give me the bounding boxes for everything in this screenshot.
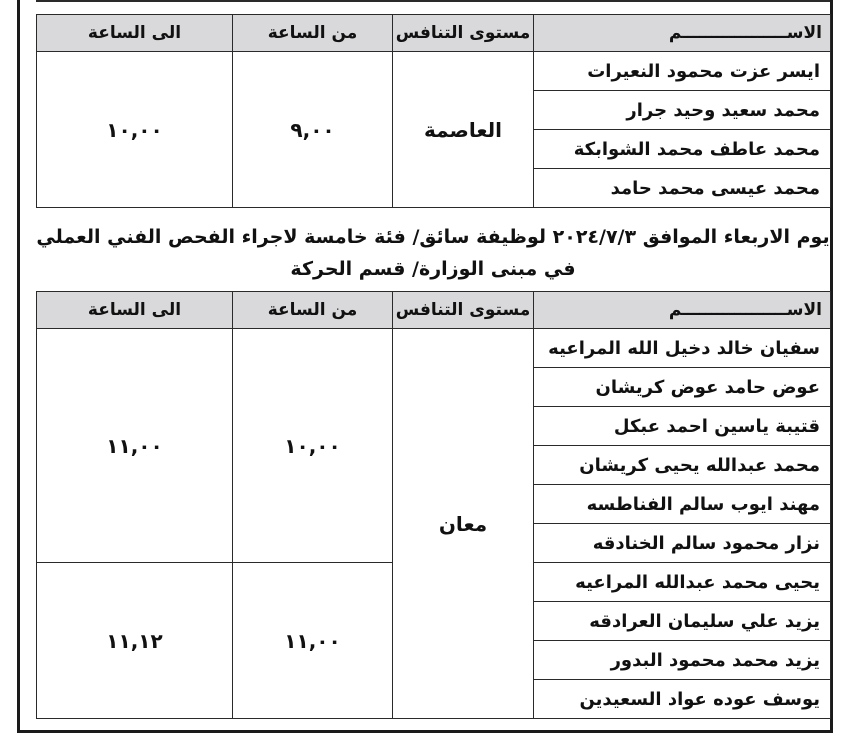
announcement-line-1: يوم الاربعاء الموافق ٢٠٢٤/٧/٣ لوظيفة سائق/ فئة خامسة لاجراء الفحص الفني العملي <box>36 226 830 248</box>
candidate-name: محمد سعيد وحيد جرار <box>534 91 831 130</box>
table-header-row <box>37 15 831 52</box>
start-time: ٩,٠٠ <box>233 52 393 208</box>
start-time: ١٠,٠٠ <box>233 329 393 563</box>
start-time: ١١,٠٠ <box>233 563 393 719</box>
candidate-name: نزار محمود سالم الخنادقه <box>534 524 831 563</box>
table-top-edge <box>36 0 830 2</box>
header-level: مستوى التنافس <box>393 292 534 329</box>
table-row <box>37 52 831 91</box>
end-time: ١١,٠٠ <box>37 329 233 563</box>
header-from: من الساعة <box>233 292 393 329</box>
announcement-line-2: في مبنى الوزارة/ قسم الحركة <box>290 258 576 280</box>
header-to: الى الساعة <box>37 15 233 52</box>
schedule-table-2 <box>36 291 831 719</box>
candidate-name: محمد عاطف محمد الشوابكة <box>534 130 831 169</box>
competition-level: العاصمة <box>393 52 534 208</box>
header-from: من الساعة <box>233 15 393 52</box>
candidate-name: يحيى محمد عبدالله المراعيه <box>534 563 831 602</box>
candidate-name: سفيان خالد دخيل الله المراعيه <box>534 329 831 368</box>
candidate-name: يزيد علي سليمان العرادقه <box>534 602 831 641</box>
schedule-table-1 <box>36 14 831 208</box>
competition-level: معان <box>393 329 534 719</box>
table-row <box>37 329 831 368</box>
end-time: ١١,١٢ <box>37 563 233 719</box>
candidate-name: محمد عبدالله يحيى كريشان <box>534 446 831 485</box>
header-name: الاســــــــــــــــــم <box>534 15 831 52</box>
header-name: الاســــــــــــــــــم <box>534 292 831 329</box>
candidate-name: عوض حامد عوض كريشان <box>534 368 831 407</box>
candidate-name: يوسف عوده عواد السعيدين <box>534 680 831 719</box>
candidate-name: مهند ايوب سالم الفناطسه <box>534 485 831 524</box>
header-to: الى الساعة <box>37 292 233 329</box>
candidate-name: محمد عيسى محمد حامد <box>534 169 831 208</box>
end-time: ١٠,٠٠ <box>37 52 233 208</box>
table-header-row <box>37 292 831 329</box>
header-level: مستوى التنافس <box>393 15 534 52</box>
candidate-name: ايسر عزت محمود النعيرات <box>534 52 831 91</box>
candidate-name: يزيد محمد محمود البدور <box>534 641 831 680</box>
candidate-name: قتيبة ياسين احمد عبكل <box>534 407 831 446</box>
